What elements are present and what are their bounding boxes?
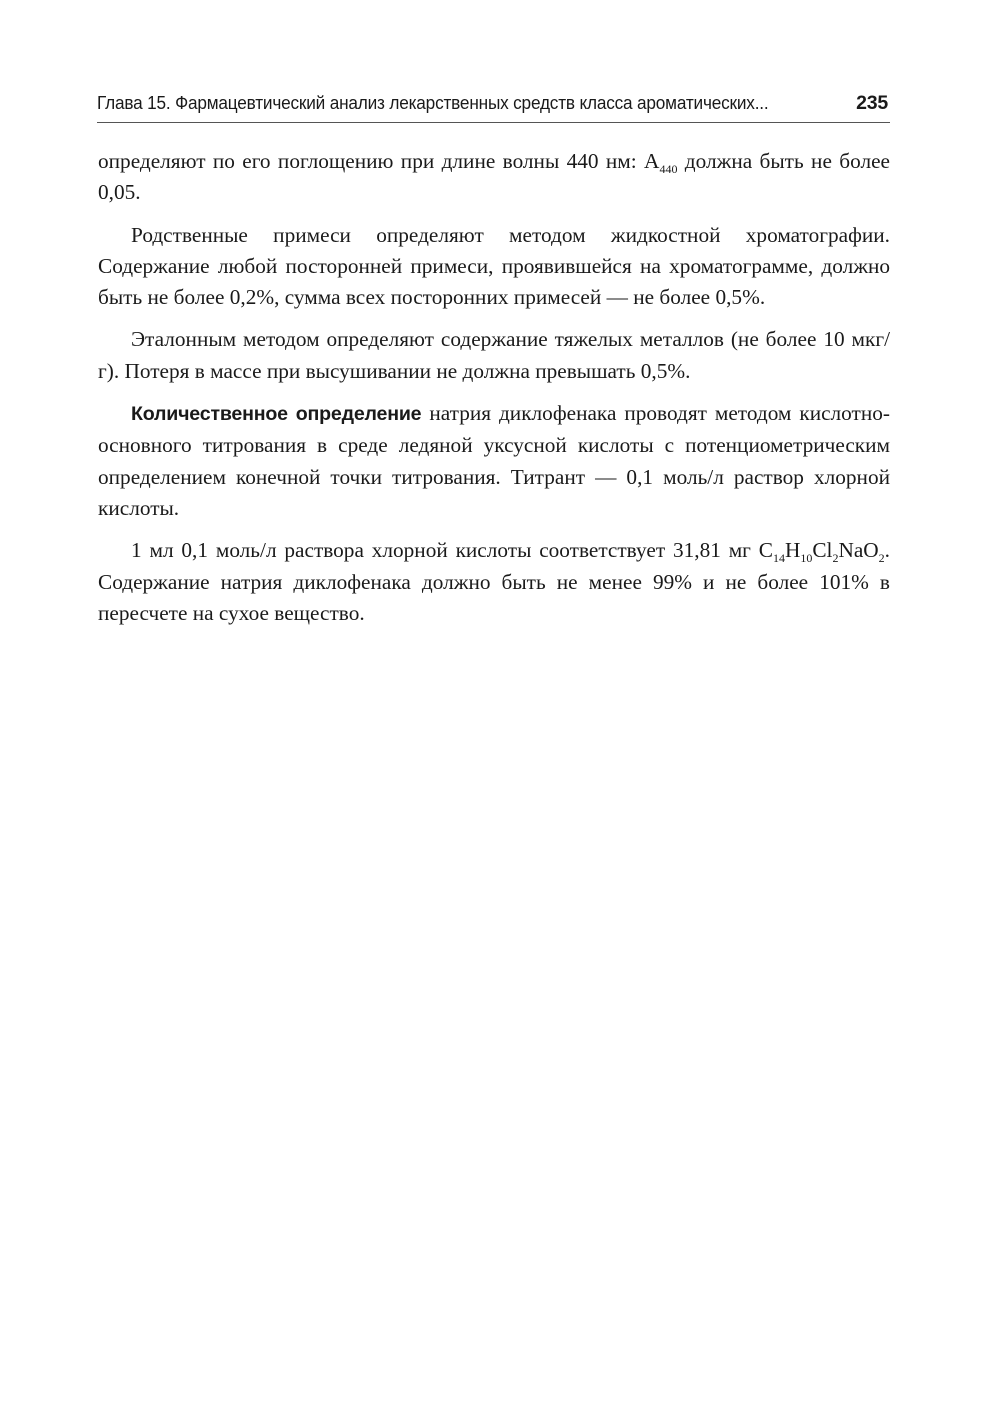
subscript: 440 [659,162,678,176]
paragraph-related-impurities: Родственные примеси определяют методом жидкостной хроматографии. Содержание любой посторонней примеси, проявившейся на хроматограмме, должно быть не более 0,2%, сумма всех посторонних примесей — не более 0,5%. [98,222,890,310]
chapter-title: Глава 15. Фармацевтический анализ лекарственных средств класса ароматических... [97,92,769,113]
formula-part: H [784,538,801,563]
subscript: 2 [878,551,885,566]
paragraph-text: должна быть не более 0,05. [98,149,890,205]
subscript: 10 [800,551,813,566]
paragraph-heavy-metals: Эталонным методом определяют содержание тяжелых металлов (не более 10 мкг/г). Потеря в массе при высушивании не должна превышать 0,5%. [98,327,890,383]
paragraph-text: определяют по его поглощению при длине волны 440 нм: A [98,149,660,173]
paragraph-text: . Содержание натрия диклофенака должно быть не менее 99% и не более 101% в пересчете на сухое вещество. [98,538,890,625]
formula-part: Cl [812,538,833,563]
paragraph-text: 1 мл 0,1 моль/л раствора хлорной кислоты соответствует 31,81 мг C [131,538,773,563]
paragraph-equivalence [98,535,890,629]
subscript: 14 [772,551,785,566]
formula-part: NaO [838,538,879,563]
page-number: 235 [856,92,888,114]
page-body [98,146,890,640]
subscript: 2 [832,551,839,566]
paragraph-assay [98,398,890,524]
bold-term: Количественное определение [131,403,422,426]
paragraph-absorbance [98,146,890,209]
paragraph-text: натрия диклофенака проводят методом кислотно-основного титрования в среде ледяной уксусной кислоты с потенциометрическим определением конечной точки титрования. Титрант — 0,1 моль/л раствор хлорной кислоты. [98,401,890,520]
running-header [97,92,890,123]
